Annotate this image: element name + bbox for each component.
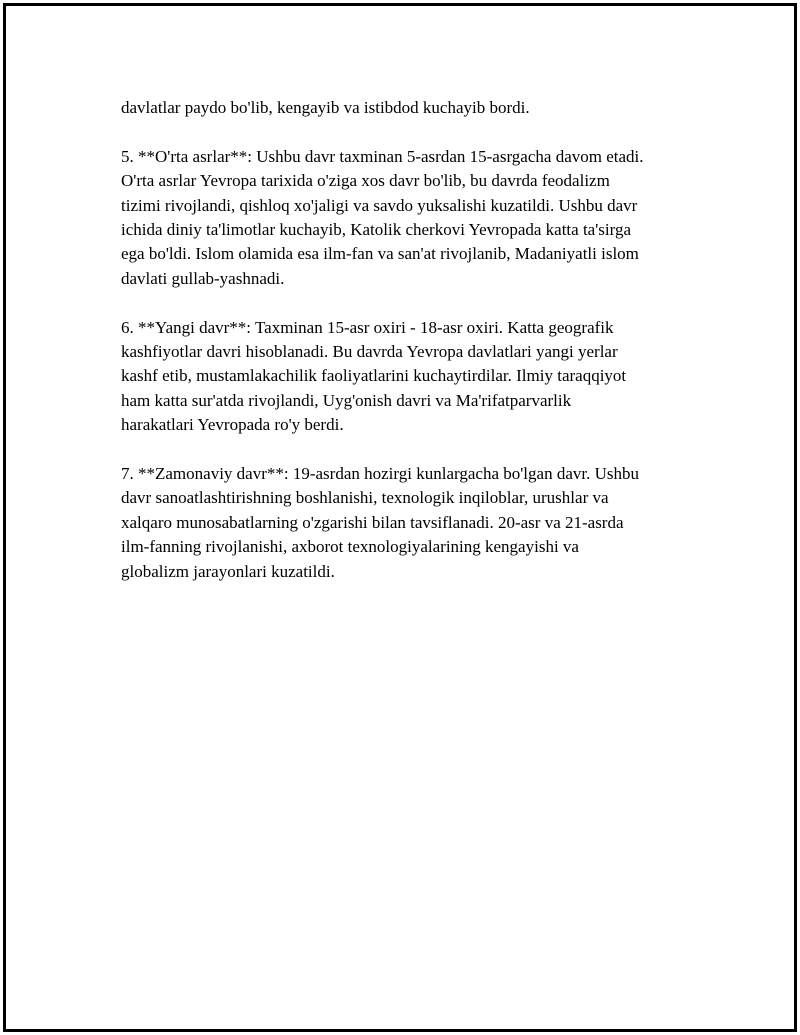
text-line: tizimi rivojlandi, qishloq xo'jaligi va savdo yuksalishi kuzatildi. Ushbu davr xyxy=(121,195,638,215)
text-line: davlatlar paydo bo'lib, kengayib va istibdod kuchayib bordi. xyxy=(121,98,530,117)
paragraph-middle-ages xyxy=(121,145,701,291)
paragraph-continuation xyxy=(121,96,701,120)
paragraph-modern-era xyxy=(121,462,701,584)
text-line: davr sanoatlashtirishning boshlanishi, texnologik inqiloblar, urushlar va xyxy=(121,488,609,508)
paragraph-new-era xyxy=(121,316,701,438)
text-line: 5. **O'rta asrlar**: Ushbu davr taxminan 5-asrdan 15-asrgacha davom etadi. xyxy=(121,146,644,166)
text-line: 7. **Zamonaviy davr**: 19-asrdan hozirgi kunlargacha bo'lgan davr. Ushbu xyxy=(121,464,639,484)
text-line: ham katta sur'atda rivojlandi, Uyg'onish davri va Ma'rifatparvarlik xyxy=(121,390,572,410)
text-line: 6. **Yangi davr**: Taxminan 15-asr oxiri - 18-asr oxiri. Katta geografik xyxy=(121,317,614,337)
text-line: ega bo'ldi. Islom olamida esa ilm-fan va san'at rivojlanib, Madaniyatli islom xyxy=(121,244,639,264)
text-line: harakatlari Yevropada ro'y berdi. xyxy=(121,415,344,435)
text-line: O'rta asrlar Yevropa tarixida o'ziga xos davr bo'lib, bu davrda feodalizm xyxy=(121,171,610,191)
document-body xyxy=(121,96,701,608)
text-line: globalizm jarayonlari kuzatildi. xyxy=(121,561,335,581)
text-line: xalqaro munosabatlarning o'zgarishi bilan tavsiflanadi. 20-asr va 21-asrda xyxy=(121,512,624,532)
text-line: davlati gullab-yashnadi. xyxy=(121,268,285,288)
text-line: ichida diniy ta'limotlar kuchayib, Katolik cherkovi Yevropada katta ta'sirga xyxy=(121,220,632,240)
document-page xyxy=(3,3,797,1032)
text-line: ilm-fanning rivojlanishi, axborot texnologiyalarining kengayishi va xyxy=(121,537,579,557)
text-line: kashfiyotlar davri hisoblanadi. Bu davrda Yevropa davlatlari yangi yerlar xyxy=(121,342,618,362)
text-line: kashf etib, mustamlakachilik faoliyatlarini kuchaytirdilar. Ilmiy taraqqiyot xyxy=(121,366,627,386)
